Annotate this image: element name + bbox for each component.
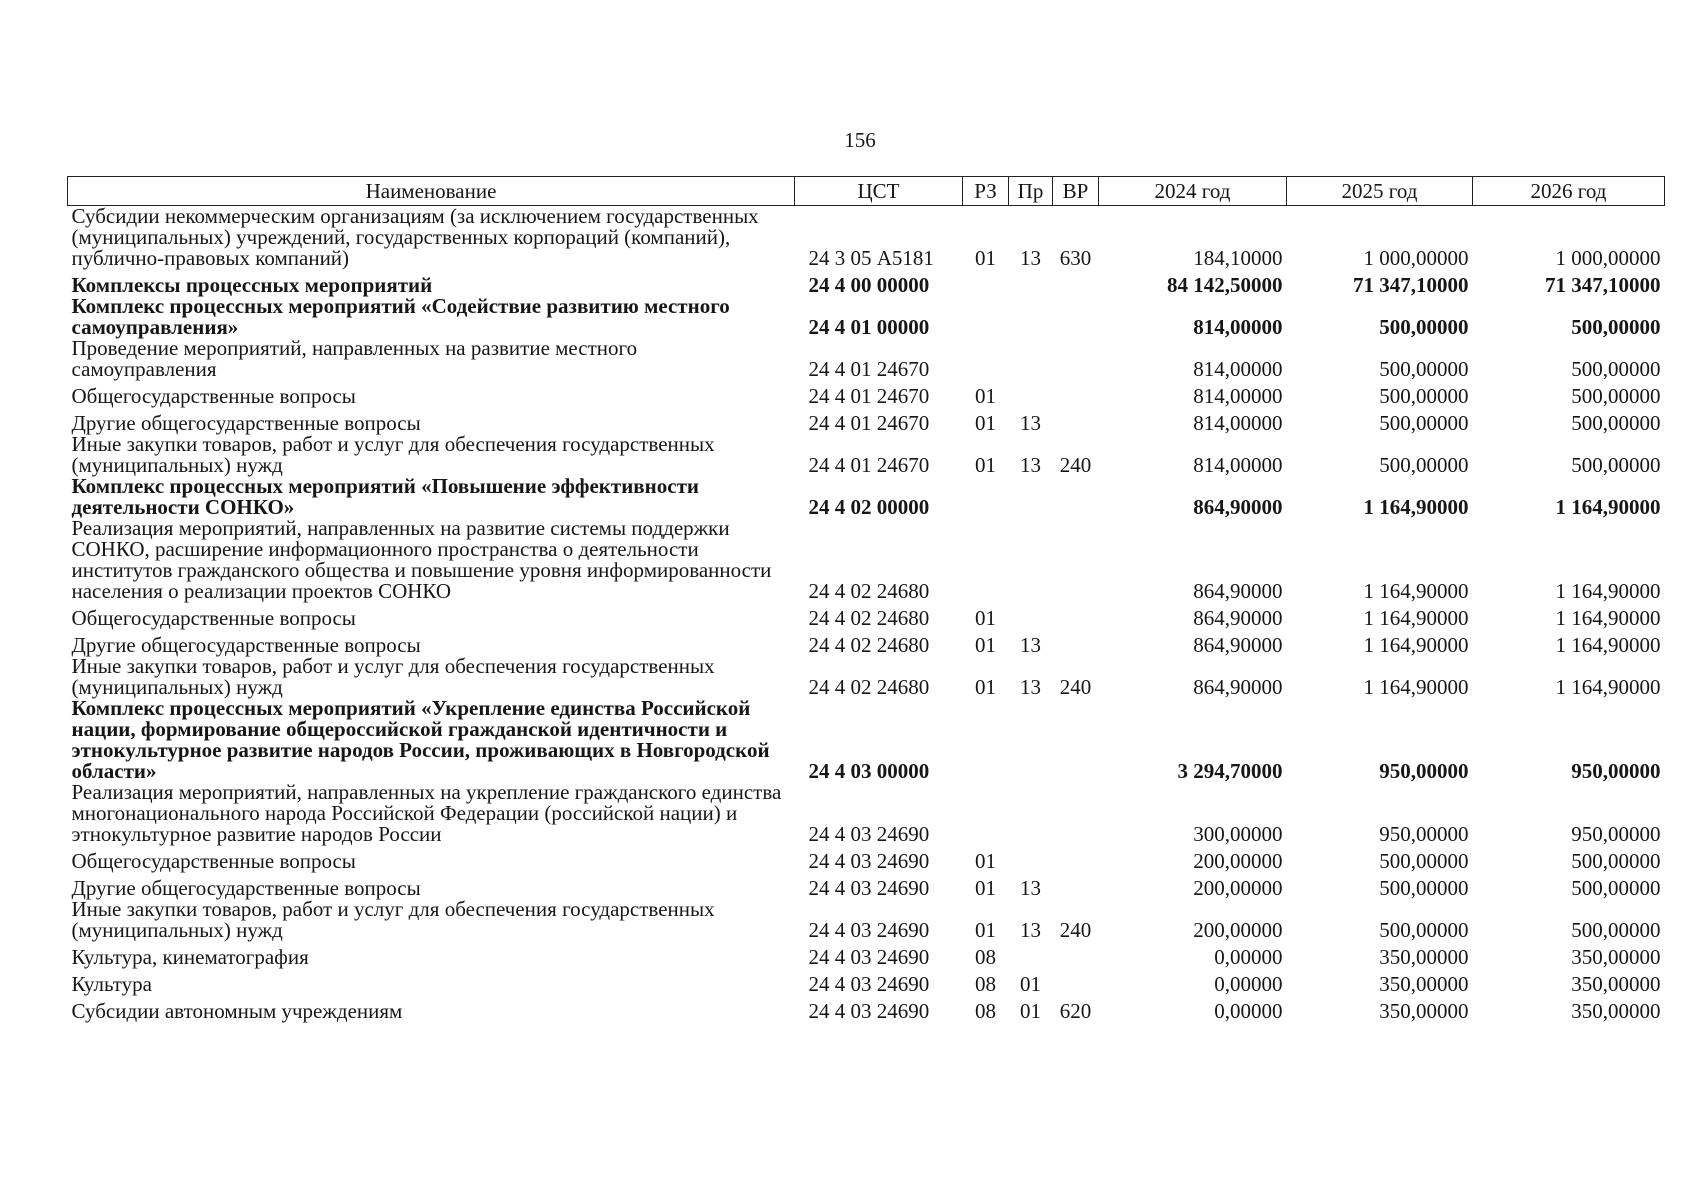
cell-name: Общегосударственные вопросы <box>71 849 356 873</box>
cell-name: Общегосударственные вопросы <box>71 606 356 630</box>
cell-vr <box>1053 407 1099 434</box>
cell-2026: 500,00000 <box>1571 411 1661 435</box>
cell-cst: 24 4 01 24670 <box>808 357 930 381</box>
table-row <box>68 206 1665 270</box>
cell-name: Иные закупки товаров, работ и услуг для обеспечения государственных (муниципальных) нужд <box>71 897 715 942</box>
cell-cst: 24 4 00 00000 <box>808 273 930 297</box>
cell-2026: 350,00000 <box>1571 945 1661 969</box>
cell-2024: 864,90000 <box>1193 633 1283 657</box>
cell-cst: 24 4 03 24690 <box>808 822 930 846</box>
cell-cst: 24 4 01 24670 <box>808 411 930 435</box>
cell-2024: 814,00000 <box>1193 384 1283 408</box>
cell-vr <box>1053 845 1099 872</box>
table-row <box>68 476 1665 518</box>
cell-2026: 1 164,90000 <box>1555 633 1661 657</box>
cell-cst: 24 4 01 24670 <box>808 453 930 477</box>
cell-cst: 24 4 03 00000 <box>808 759 930 783</box>
cell-pr <box>1009 845 1053 872</box>
cell-rz: 01 <box>975 246 996 270</box>
cell-2024: 814,00000 <box>1193 315 1283 339</box>
cell-2025: 500,00000 <box>1379 918 1469 942</box>
cell-rz: 08 <box>975 972 996 996</box>
cell-2026: 71 347,10000 <box>1545 273 1661 297</box>
table-row <box>68 269 1665 296</box>
table-row <box>68 845 1665 872</box>
cell-vr <box>1053 380 1099 407</box>
cell-cst: 24 4 03 24690 <box>808 849 930 873</box>
cell-2024: 184,10000 <box>1193 246 1283 270</box>
cell-pr: 13 <box>1020 633 1041 657</box>
cell-rz <box>963 296 1009 338</box>
cell-vr <box>1053 518 1099 602</box>
cell-cst: 24 4 02 24680 <box>808 606 930 630</box>
table-row <box>68 941 1665 968</box>
cell-2026: 350,00000 <box>1571 972 1661 996</box>
table-row <box>68 872 1665 899</box>
cell-vr <box>1053 338 1099 380</box>
cell-pr <box>1009 338 1053 380</box>
cell-2025: 1 000,00000 <box>1363 246 1469 270</box>
cell-2026: 500,00000 <box>1571 453 1661 477</box>
cell-rz: 01 <box>975 918 996 942</box>
cell-2024: 200,00000 <box>1193 918 1283 942</box>
cell-2024: 814,00000 <box>1193 411 1283 435</box>
cell-name: Проведение мероприятий, направленных на развитие местного самоуправления <box>71 336 638 381</box>
cell-pr: 01 <box>1020 972 1041 996</box>
cell-vr: 240 <box>1059 675 1092 699</box>
cell-2025: 500,00000 <box>1379 849 1469 873</box>
cell-pr <box>1009 941 1053 968</box>
budget-table <box>67 176 1665 1022</box>
table-row <box>68 995 1665 1022</box>
table-row <box>68 296 1665 338</box>
cell-vr <box>1053 269 1099 296</box>
cell-pr: 13 <box>1020 411 1041 435</box>
column-header-2024: 2024 год <box>1099 177 1287 206</box>
table-row <box>68 407 1665 434</box>
cell-cst: 24 4 02 24680 <box>808 633 930 657</box>
cell-pr <box>1009 698 1053 782</box>
cell-rz <box>963 338 1009 380</box>
cell-vr <box>1053 602 1099 629</box>
column-header-2025: 2025 год <box>1287 177 1473 206</box>
column-header-name: Наименование <box>68 177 795 206</box>
cell-name: Другие общегосударственные вопросы <box>71 411 421 435</box>
cell-2026: 1 000,00000 <box>1555 246 1661 270</box>
cell-2025: 1 164,90000 <box>1363 675 1469 699</box>
cell-rz: 01 <box>975 876 996 900</box>
cell-rz: 01 <box>975 384 996 408</box>
cell-2026: 500,00000 <box>1571 315 1661 339</box>
table-row <box>68 899 1665 941</box>
cell-pr <box>1009 782 1053 845</box>
cell-vr <box>1053 698 1099 782</box>
table-header-row <box>68 177 1665 206</box>
cell-2026: 1 164,90000 <box>1555 606 1661 630</box>
cell-pr: 13 <box>1020 453 1041 477</box>
cell-rz <box>963 518 1009 602</box>
cell-cst: 24 4 03 24690 <box>808 918 930 942</box>
cell-vr <box>1053 476 1099 518</box>
cell-2026: 950,00000 <box>1571 822 1661 846</box>
cell-cst: 24 3 05 А5181 <box>808 246 934 270</box>
cell-pr: 13 <box>1020 246 1041 270</box>
table-row <box>68 518 1665 602</box>
cell-cst: 24 4 03 24690 <box>808 972 930 996</box>
cell-2025: 350,00000 <box>1379 945 1469 969</box>
table-row <box>68 380 1665 407</box>
cell-name: Культура <box>71 972 152 996</box>
cell-2025: 500,00000 <box>1379 357 1469 381</box>
cell-rz: 01 <box>975 849 996 873</box>
cell-pr: 13 <box>1020 918 1041 942</box>
cell-rz <box>963 782 1009 845</box>
cell-vr <box>1053 941 1099 968</box>
cell-2024: 300,00000 <box>1193 822 1283 846</box>
cell-2024: 84 142,50000 <box>1167 273 1283 297</box>
cell-name: Комплексы процессных мероприятий <box>71 273 433 297</box>
cell-name: Иные закупки товаров, работ и услуг для обеспечения государственных (муниципальных) нужд <box>71 432 715 477</box>
cell-pr <box>1009 476 1053 518</box>
table-row <box>68 782 1665 845</box>
cell-2026: 950,00000 <box>1571 759 1661 783</box>
cell-2025: 500,00000 <box>1379 384 1469 408</box>
cell-vr <box>1053 872 1099 899</box>
cell-2026: 500,00000 <box>1571 849 1661 873</box>
cell-pr <box>1009 269 1053 296</box>
cell-cst: 24 4 02 00000 <box>808 495 930 519</box>
cell-2025: 500,00000 <box>1379 453 1469 477</box>
cell-2025: 500,00000 <box>1379 411 1469 435</box>
table-row <box>68 629 1665 656</box>
cell-rz: 08 <box>975 999 996 1023</box>
cell-2026: 500,00000 <box>1571 918 1661 942</box>
cell-2025: 950,00000 <box>1379 822 1469 846</box>
cell-cst: 24 4 03 24690 <box>808 999 930 1023</box>
table-body <box>68 206 1665 1023</box>
cell-pr <box>1009 380 1053 407</box>
cell-name: Комплекс процессных мероприятий «Укрепление единства Российской нации, формирование общероссийской гражданской идентичности и этнокультурное развитие народов России, проживающих в Новгородской области» <box>71 696 770 783</box>
cell-vr <box>1053 629 1099 656</box>
column-header-vr: ВР <box>1053 177 1099 206</box>
cell-vr: 240 <box>1059 918 1092 942</box>
cell-2024: 814,00000 <box>1193 453 1283 477</box>
cell-name: Иные закупки товаров, работ и услуг для обеспечения государственных (муниципальных) нужд <box>71 654 715 699</box>
cell-name: Культура, кинематография <box>71 945 309 969</box>
cell-2025: 1 164,90000 <box>1363 579 1469 603</box>
cell-2024: 0,00000 <box>1214 999 1283 1023</box>
cell-pr <box>1009 602 1053 629</box>
table-row <box>68 698 1665 782</box>
cell-name: Реализация мероприятий, направленных на развитие системы поддержки СОНКО, расширение информационного пространства о деятельности институтов гражданского общества и повышение уровня информированности населения о реализации проектов СОНКО <box>71 516 772 603</box>
cell-vr <box>1053 968 1099 995</box>
cell-2025: 500,00000 <box>1379 876 1469 900</box>
cell-cst: 24 4 01 24670 <box>808 384 930 408</box>
cell-name: Общегосударственные вопросы <box>71 384 356 408</box>
cell-rz: 01 <box>975 675 996 699</box>
cell-2025: 1 164,90000 <box>1363 495 1469 519</box>
page-number: 156 <box>844 128 876 152</box>
cell-name: Реализация мероприятий, направленных на укрепление гражданского единства многонационального народа Российской Федерации (российской нации) и этнокультурное развитие народов России <box>71 780 782 846</box>
cell-2026: 1 164,90000 <box>1555 579 1661 603</box>
cell-2026: 350,00000 <box>1571 999 1661 1023</box>
column-header-2026: 2026 год <box>1473 177 1665 206</box>
cell-rz <box>963 698 1009 782</box>
cell-vr: 630 <box>1059 246 1092 270</box>
cell-pr <box>1009 296 1053 338</box>
cell-2025: 71 347,10000 <box>1353 273 1469 297</box>
cell-pr <box>1009 518 1053 602</box>
table-row <box>68 338 1665 380</box>
cell-2024: 864,90000 <box>1193 579 1283 603</box>
cell-cst: 24 4 03 24690 <box>808 876 930 900</box>
cell-2026: 500,00000 <box>1571 384 1661 408</box>
cell-2026: 500,00000 <box>1571 357 1661 381</box>
cell-2025: 500,00000 <box>1379 315 1469 339</box>
table-row <box>68 602 1665 629</box>
cell-name: Другие общегосударственные вопросы <box>71 633 421 657</box>
cell-2026: 1 164,90000 <box>1555 675 1661 699</box>
cell-pr: 01 <box>1020 999 1041 1023</box>
cell-rz: 01 <box>975 453 996 477</box>
cell-2024: 200,00000 <box>1193 849 1283 873</box>
column-header-cst: ЦСТ <box>795 177 963 206</box>
cell-pr: 13 <box>1020 675 1041 699</box>
cell-cst: 24 4 02 24680 <box>808 579 930 603</box>
cell-name: Субсидии некоммерческим организациям (за исключением государственных (муниципальных) учреждений, государственных корпораций (компаний), публично-правовых компаний) <box>71 204 759 270</box>
cell-cst: 24 4 01 00000 <box>808 315 930 339</box>
cell-rz: 01 <box>975 606 996 630</box>
cell-cst: 24 4 03 24690 <box>808 945 930 969</box>
cell-rz: 08 <box>975 945 996 969</box>
cell-vr <box>1053 296 1099 338</box>
table-row <box>68 968 1665 995</box>
cell-vr: 240 <box>1059 453 1092 477</box>
cell-2025: 950,00000 <box>1379 759 1469 783</box>
table-row <box>68 434 1665 476</box>
table-row <box>68 656 1665 698</box>
cell-name: Другие общегосударственные вопросы <box>71 876 421 900</box>
cell-2025: 1 164,90000 <box>1363 606 1469 630</box>
cell-rz <box>963 476 1009 518</box>
cell-2026: 500,00000 <box>1571 876 1661 900</box>
cell-cst: 24 4 02 24680 <box>808 675 930 699</box>
cell-2026: 1 164,90000 <box>1555 495 1661 519</box>
cell-2024: 864,90000 <box>1193 606 1283 630</box>
cell-name: Субсидии автономным учреждениям <box>71 999 403 1023</box>
cell-vr: 620 <box>1059 999 1092 1023</box>
cell-rz: 01 <box>975 633 996 657</box>
cell-2024: 0,00000 <box>1214 945 1283 969</box>
cell-rz: 01 <box>975 411 996 435</box>
cell-2025: 350,00000 <box>1379 999 1469 1023</box>
cell-pr: 13 <box>1020 876 1041 900</box>
cell-2024: 0,00000 <box>1214 972 1283 996</box>
cell-2024: 814,00000 <box>1193 357 1283 381</box>
cell-2024: 200,00000 <box>1193 876 1283 900</box>
cell-name: Комплекс процессных мероприятий «Повышение эффективности деятельности СОНКО» <box>71 474 699 519</box>
column-header-pr: Пр <box>1009 177 1053 206</box>
cell-2025: 1 164,90000 <box>1363 633 1469 657</box>
cell-2024: 864,90000 <box>1193 495 1283 519</box>
cell-2025: 350,00000 <box>1379 972 1469 996</box>
cell-2024: 3 294,70000 <box>1177 759 1283 783</box>
column-header-rz: РЗ <box>963 177 1009 206</box>
cell-rz <box>963 269 1009 296</box>
cell-name: Комплекс процессных мероприятий «Содействие развитию местного самоуправления» <box>71 294 730 339</box>
cell-vr <box>1053 782 1099 845</box>
cell-2024: 864,90000 <box>1193 675 1283 699</box>
